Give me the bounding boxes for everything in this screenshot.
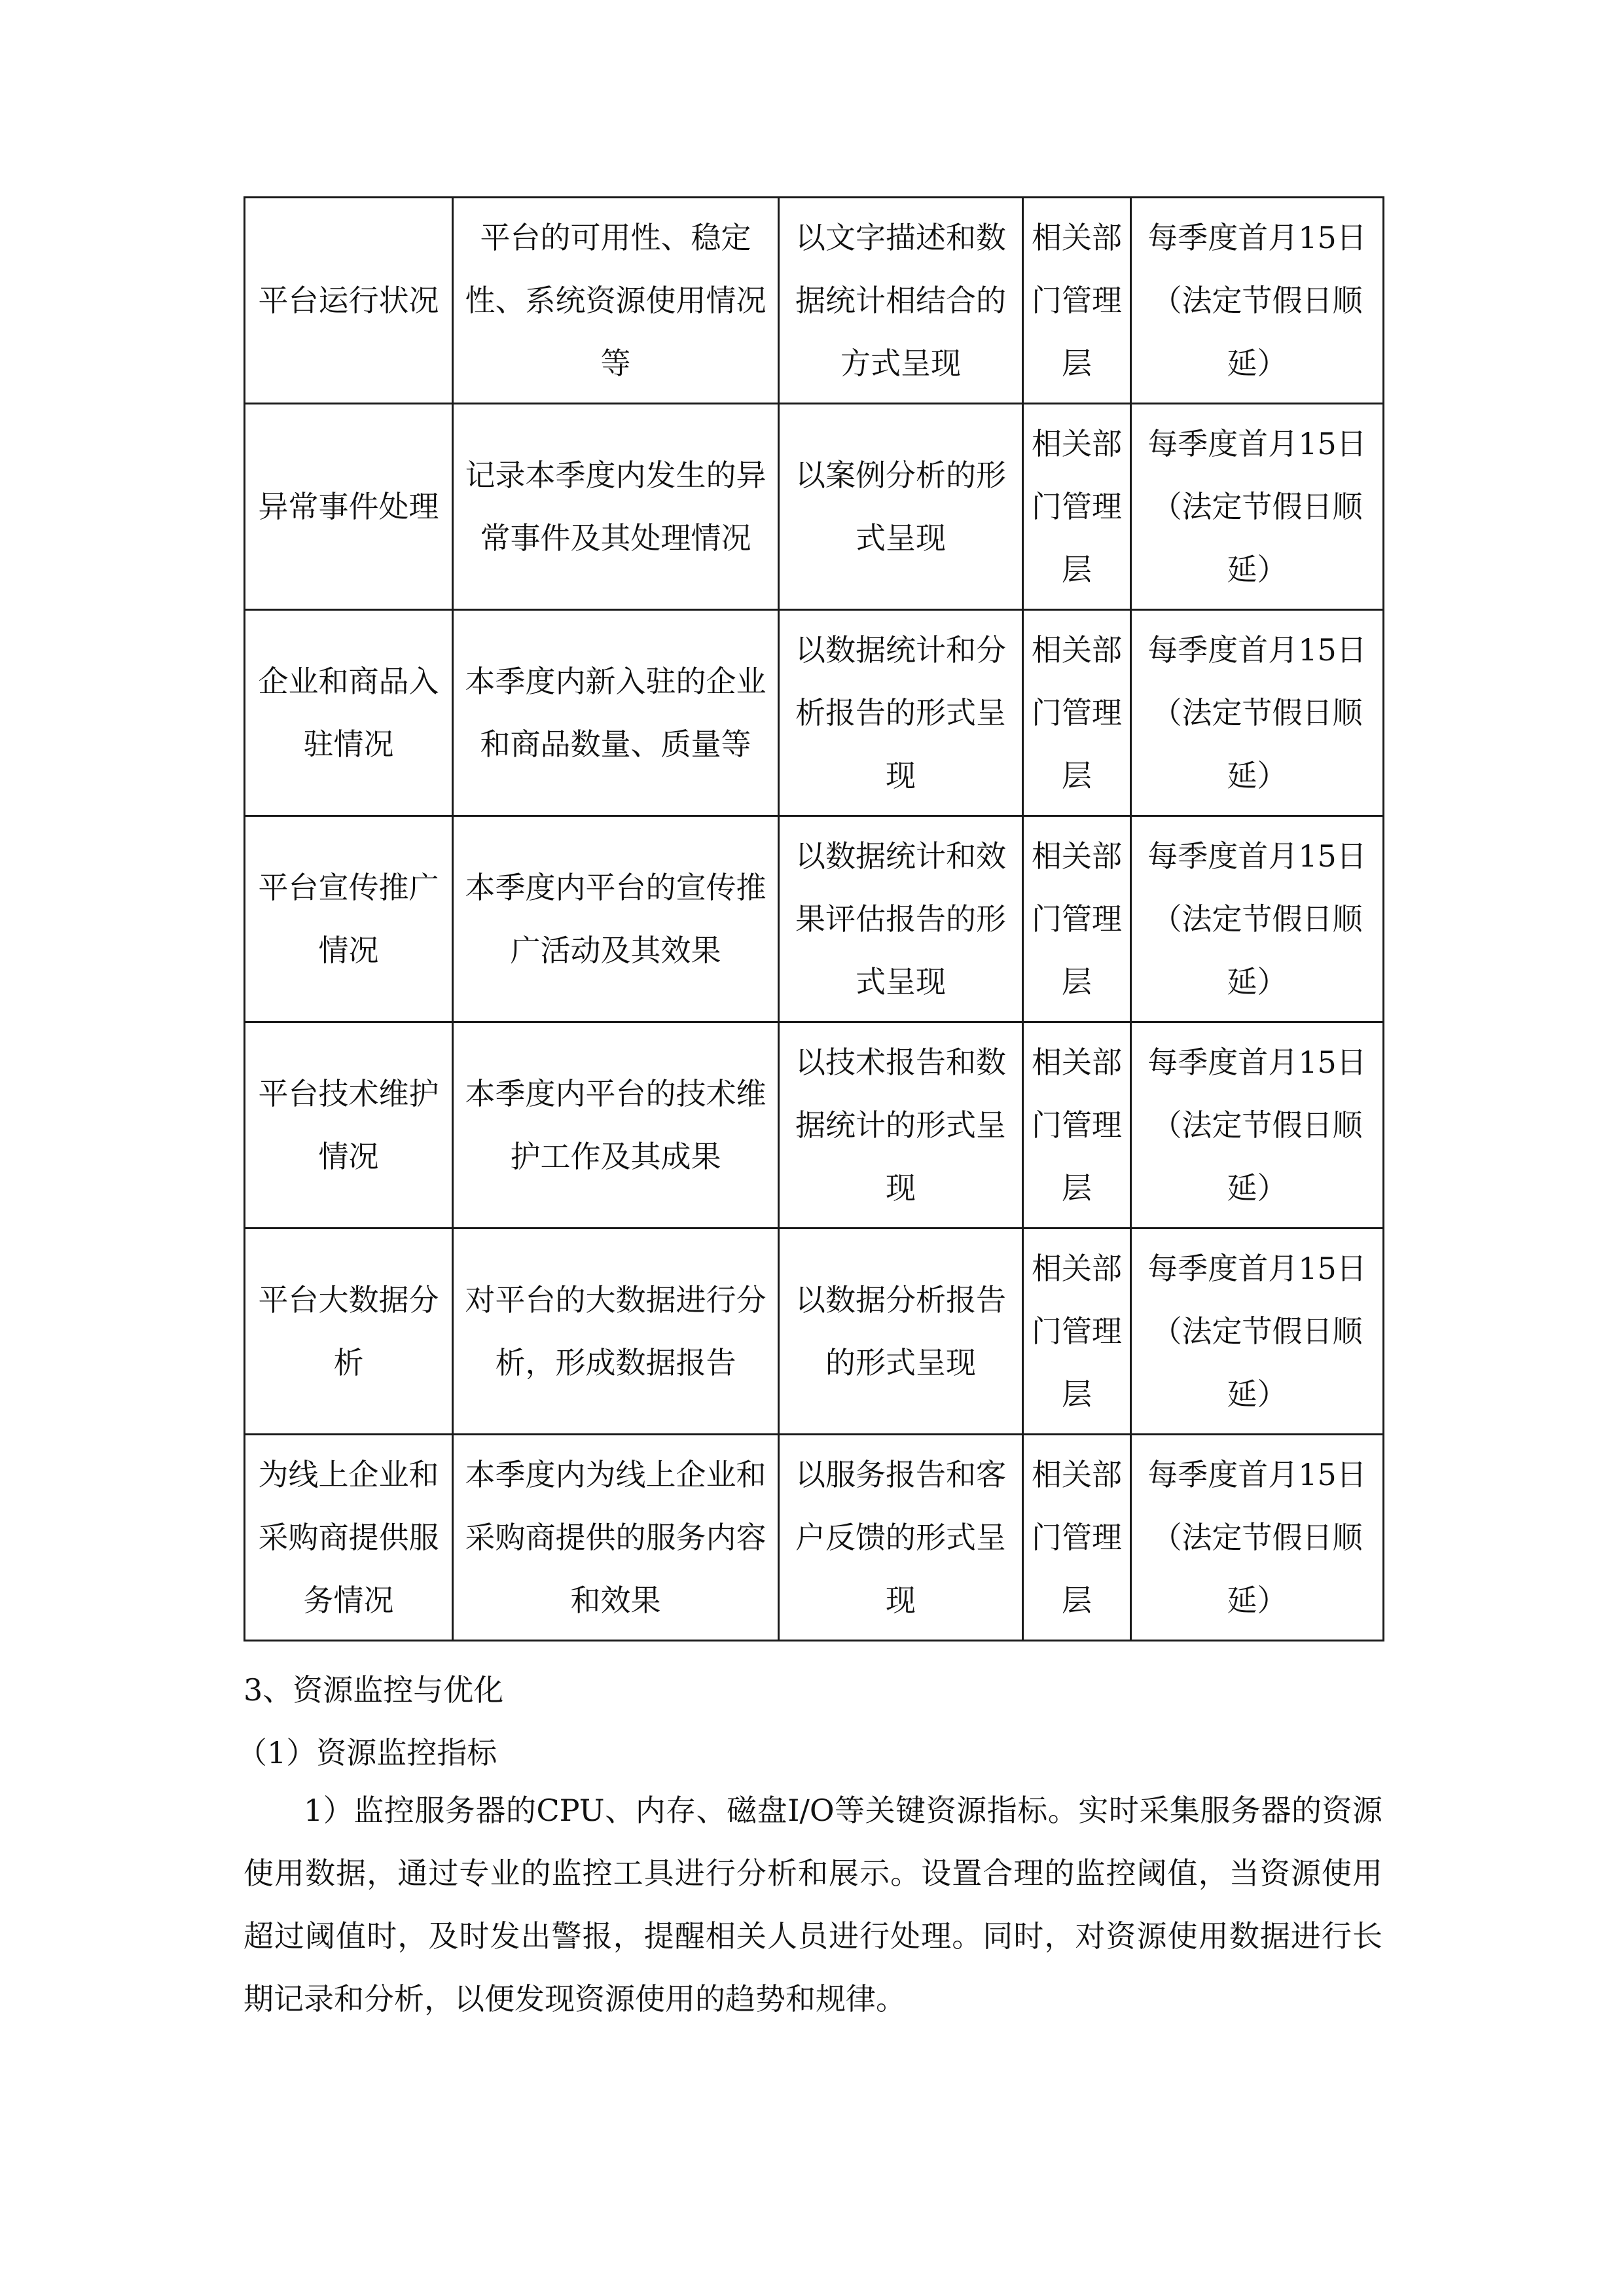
cell-time: 每季度首月15日（法定节假日顺延）: [1131, 198, 1384, 404]
cell-time: 每季度首月15日（法定节假日顺延）: [1131, 1022, 1384, 1229]
table-row: [245, 610, 1384, 816]
cell-form: 以文字描述和数据统计相结合的方式呈现: [779, 198, 1023, 404]
cell-time: 每季度首月15日（法定节假日顺延）: [1131, 1229, 1384, 1435]
cell-item: 平台运行状况: [245, 198, 453, 404]
cell-form: 以数据统计和效果评估报告的形式呈现: [779, 816, 1023, 1022]
cell-item: 平台技术维护情况: [245, 1022, 453, 1229]
cell-form: 以案例分析的形式呈现: [779, 404, 1023, 610]
cell-item: 异常事件处理: [245, 404, 453, 610]
cell-item: 平台宣传推广情况: [245, 816, 453, 1022]
cell-audience: 相关部门管理层: [1023, 1435, 1131, 1641]
cell-content: 平台的可用性、稳定性、系统资源使用情况等: [453, 198, 779, 404]
cell-audience: 相关部门管理层: [1023, 1229, 1131, 1435]
cell-item: 平台大数据分析: [245, 1229, 453, 1435]
table-row: [245, 816, 1384, 1022]
cell-time: 每季度首月15日（法定节假日顺延）: [1131, 1435, 1384, 1641]
table-row: [245, 404, 1384, 610]
cell-time: 每季度首月15日（法定节假日顺延）: [1131, 610, 1384, 816]
table-row: [245, 1229, 1384, 1435]
body-paragraph: 1）监控服务器的CPU、内存、磁盘I/O等关键资源指标。实时采集服务器的资源使用数据，通过专业的监控工具进行分析和展示。设置合理的监控阈值，当资源使用超过阈值时，及时发出警报，提醒相关人员进行处理。同时，对资源使用数据进行长期记录和分析，以便发现资源使用的趋势和规律。: [244, 1793, 1382, 2017]
cell-content: 记录本季度内发生的异常事件及其处理情况: [453, 404, 779, 610]
cell-audience: 相关部门管理层: [1023, 198, 1131, 404]
cell-audience: 相关部门管理层: [1023, 816, 1131, 1022]
cell-form: 以数据统计和分析报告的形式呈现: [779, 610, 1023, 816]
cell-audience: 相关部门管理层: [1023, 404, 1131, 610]
cell-content: 本季度内平台的技术维护工作及其成果: [453, 1022, 779, 1229]
cell-time: 每季度首月15日（法定节假日顺延）: [1131, 404, 1384, 610]
cell-content: 本季度内为线上企业和采购商提供的服务内容和效果: [453, 1435, 779, 1641]
cell-form: 以技术报告和数据统计的形式呈现: [779, 1022, 1023, 1229]
cell-content: 对平台的大数据进行分析，形成数据报告: [453, 1229, 779, 1435]
cell-audience: 相关部门管理层: [1023, 610, 1131, 816]
section-heading: 3、资源监控与优化: [244, 1672, 504, 1708]
report-table: [244, 196, 1384, 1641]
cell-item: 企业和商品入驻情况: [245, 610, 453, 816]
cell-time: 每季度首月15日（法定节假日顺延）: [1131, 816, 1384, 1022]
section-subheading: （1）资源监控指标: [237, 1735, 497, 1770]
cell-content: 本季度内新入驻的企业和商品数量、质量等: [453, 610, 779, 816]
table-row: [245, 1435, 1384, 1641]
cell-item: 为线上企业和采购商提供服务情况: [245, 1435, 453, 1641]
table-row: [245, 198, 1384, 404]
cell-form: 以数据分析报告的形式呈现: [779, 1229, 1023, 1435]
table-row: [245, 1022, 1384, 1229]
cell-content: 本季度内平台的宣传推广活动及其效果: [453, 816, 779, 1022]
cell-audience: 相关部门管理层: [1023, 1022, 1131, 1229]
cell-form: 以服务报告和客户反馈的形式呈现: [779, 1435, 1023, 1641]
